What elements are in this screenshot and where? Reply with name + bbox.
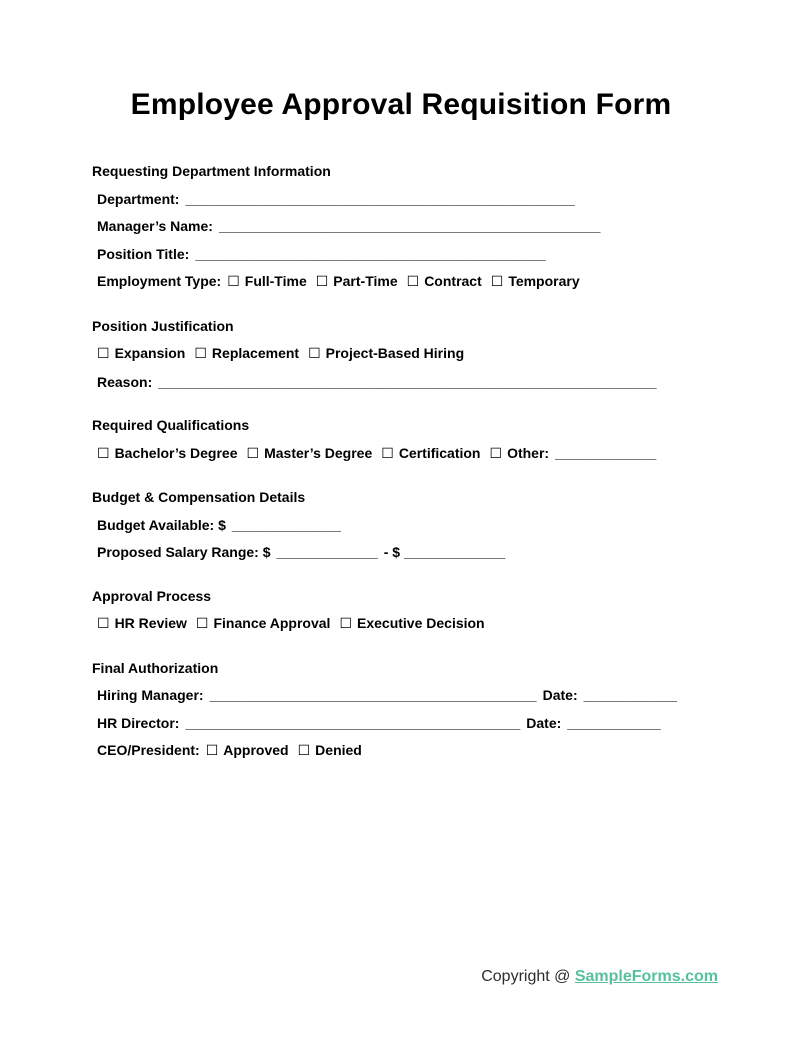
checkbox-part-time-icon[interactable]: ☐ [315,274,329,290]
option-label-project-based-hiring: Project-Based Hiring [325,345,465,361]
option-label-replacement: Replacement [211,345,300,361]
position-title-label: Position Title: [97,245,190,262]
section-heading-position-justification: Position Justification [92,317,234,334]
option-finance-approval [196,615,331,631]
section-heading-final-authorization: Final Authorization [92,659,219,676]
section-approval-process [92,583,710,639]
option-expansion [97,345,185,361]
option-label-executive-decision: Executive Decision [357,615,485,631]
field-row-position-title [92,241,710,269]
field-row-department [92,186,710,214]
section-heading-approval-process: Approval Process [92,587,212,604]
field-row-budget-available [92,512,710,540]
option-other [490,445,657,461]
position-title-blank[interactable]: _____________________________________________ [195,245,546,262]
option-label-denied: Denied [315,742,362,758]
reason-label: Reason: [97,373,153,390]
sampleforms-link[interactable]: SampleForms.com [574,968,718,985]
option-label-temporary: Temporary [508,273,580,289]
option-label-bachelors-degree: Bachelor’s Degree [114,444,238,461]
option-executive-decision [339,615,484,631]
other-blank[interactable]: _____________ [555,444,657,461]
hiring-manager-blank[interactable]: __________________________________________ [209,687,537,703]
department-label: Department: [97,190,180,207]
option-label-finance-approval: Finance Approval [213,615,331,631]
option-label-full-time: Full-Time [244,273,307,289]
section-heading-requesting-department: Requesting Department Information [92,163,331,179]
option-replacement [194,345,299,361]
salary-from-blank[interactable]: _____________ [276,544,378,560]
salary-to-blank[interactable]: _____________ [404,544,506,560]
field-row-reason [92,369,710,397]
section-budget-compensation [92,484,710,567]
section-required-qualifications [92,412,710,468]
form-document [92,88,710,782]
checkbox-project-based-hiring-icon[interactable]: ☐ [308,346,321,362]
field-row-hr-director [92,710,710,738]
checkbox-bachelors-degree-icon[interactable]: ☐ [97,445,110,462]
option-label-masters-degree: Master’s Degree [264,444,373,461]
hiring-manager-date-blank[interactable]: ____________ [583,687,678,703]
copyright-text: Copyright @ [481,968,571,985]
checkbox-contract-icon[interactable]: ☐ [406,274,420,290]
hr-director-date-blank[interactable]: ____________ [567,714,661,731]
department-blank[interactable]: __________________________________________________ [185,190,575,207]
checkbox-expansion-icon[interactable]: ☐ [97,346,110,362]
checkbox-other-icon[interactable]: ☐ [489,445,503,462]
budget-available-blank[interactable]: ______________ [231,516,341,533]
field-row-ceo-president [92,737,710,766]
option-label-hr-review: HR Review [114,615,187,631]
manager-name-blank[interactable]: _________________________________________________ [218,218,601,234]
hiring-manager-date-label: Date: [542,687,578,703]
checkbox-executive-decision-icon[interactable]: ☐ [339,616,352,632]
hr-director-label: HR Director: [97,714,180,731]
section-final-authorization [92,655,710,766]
footer [481,966,718,988]
checkbox-approved-icon[interactable]: ☐ [205,743,219,759]
checkbox-masters-degree-icon[interactable]: ☐ [246,445,260,462]
reason-blank[interactable]: ________________________________________________________________ [158,373,657,390]
page-title: Employee Approval Requisition Form [130,88,672,121]
section-heading-budget-compensation: Budget & Compensation Details [92,489,306,505]
checkbox-temporary-icon[interactable]: ☐ [490,274,504,290]
option-approved [206,742,289,758]
manager-name-label: Manager’s Name: [97,218,213,234]
checkbox-hr-review-icon[interactable]: ☐ [97,616,110,632]
checkbox-denied-icon[interactable]: ☐ [297,743,311,759]
ceo-president-label: CEO/President: [97,742,200,758]
option-full-time [227,273,307,289]
option-part-time [316,273,398,289]
option-label-expansion: Expansion [114,345,186,361]
field-row-hiring-manager [92,682,710,710]
option-label-approved: Approved [223,742,289,758]
checkbox-certification-icon[interactable]: ☐ [381,445,394,462]
approval-options-row [92,610,710,639]
checkbox-full-time-icon[interactable]: ☐ [227,274,240,290]
option-bachelors-degree [97,445,238,461]
budget-available-label: Budget Available: $ [97,516,226,533]
field-row-manager-name [92,213,710,241]
option-label-part-time: Part-Time [333,273,398,289]
option-masters-degree [247,445,373,461]
option-hr-review [97,615,187,631]
section-requesting-department [92,158,710,297]
option-project-based-hiring [308,345,464,361]
hr-director-date-label: Date: [526,714,562,731]
field-row-employment-type [92,268,710,297]
section-position-justification [92,313,710,397]
checkbox-replacement-icon[interactable]: ☐ [194,346,207,362]
qualifications-options-row [92,440,710,469]
hiring-manager-label: Hiring Manager: [97,687,204,703]
salary-range-label: Proposed Salary Range: $ [97,544,271,560]
field-row-salary-range [92,539,710,567]
option-temporary [491,273,580,289]
hr-director-blank[interactable]: ___________________________________________ [185,714,521,731]
other-label: Other: [507,444,550,461]
salary-range-separator: - $ [383,544,401,560]
option-certification [381,445,480,461]
option-label-certification: Certification [398,444,481,461]
checkbox-finance-approval-icon[interactable]: ☐ [195,616,209,632]
option-label-contract: Contract [424,273,482,289]
justification-options-row [92,340,710,369]
section-heading-required-qualifications: Required Qualifications [92,417,250,433]
option-denied [298,742,362,758]
option-contract [407,273,482,289]
employment-type-label: Employment Type: [97,273,222,289]
